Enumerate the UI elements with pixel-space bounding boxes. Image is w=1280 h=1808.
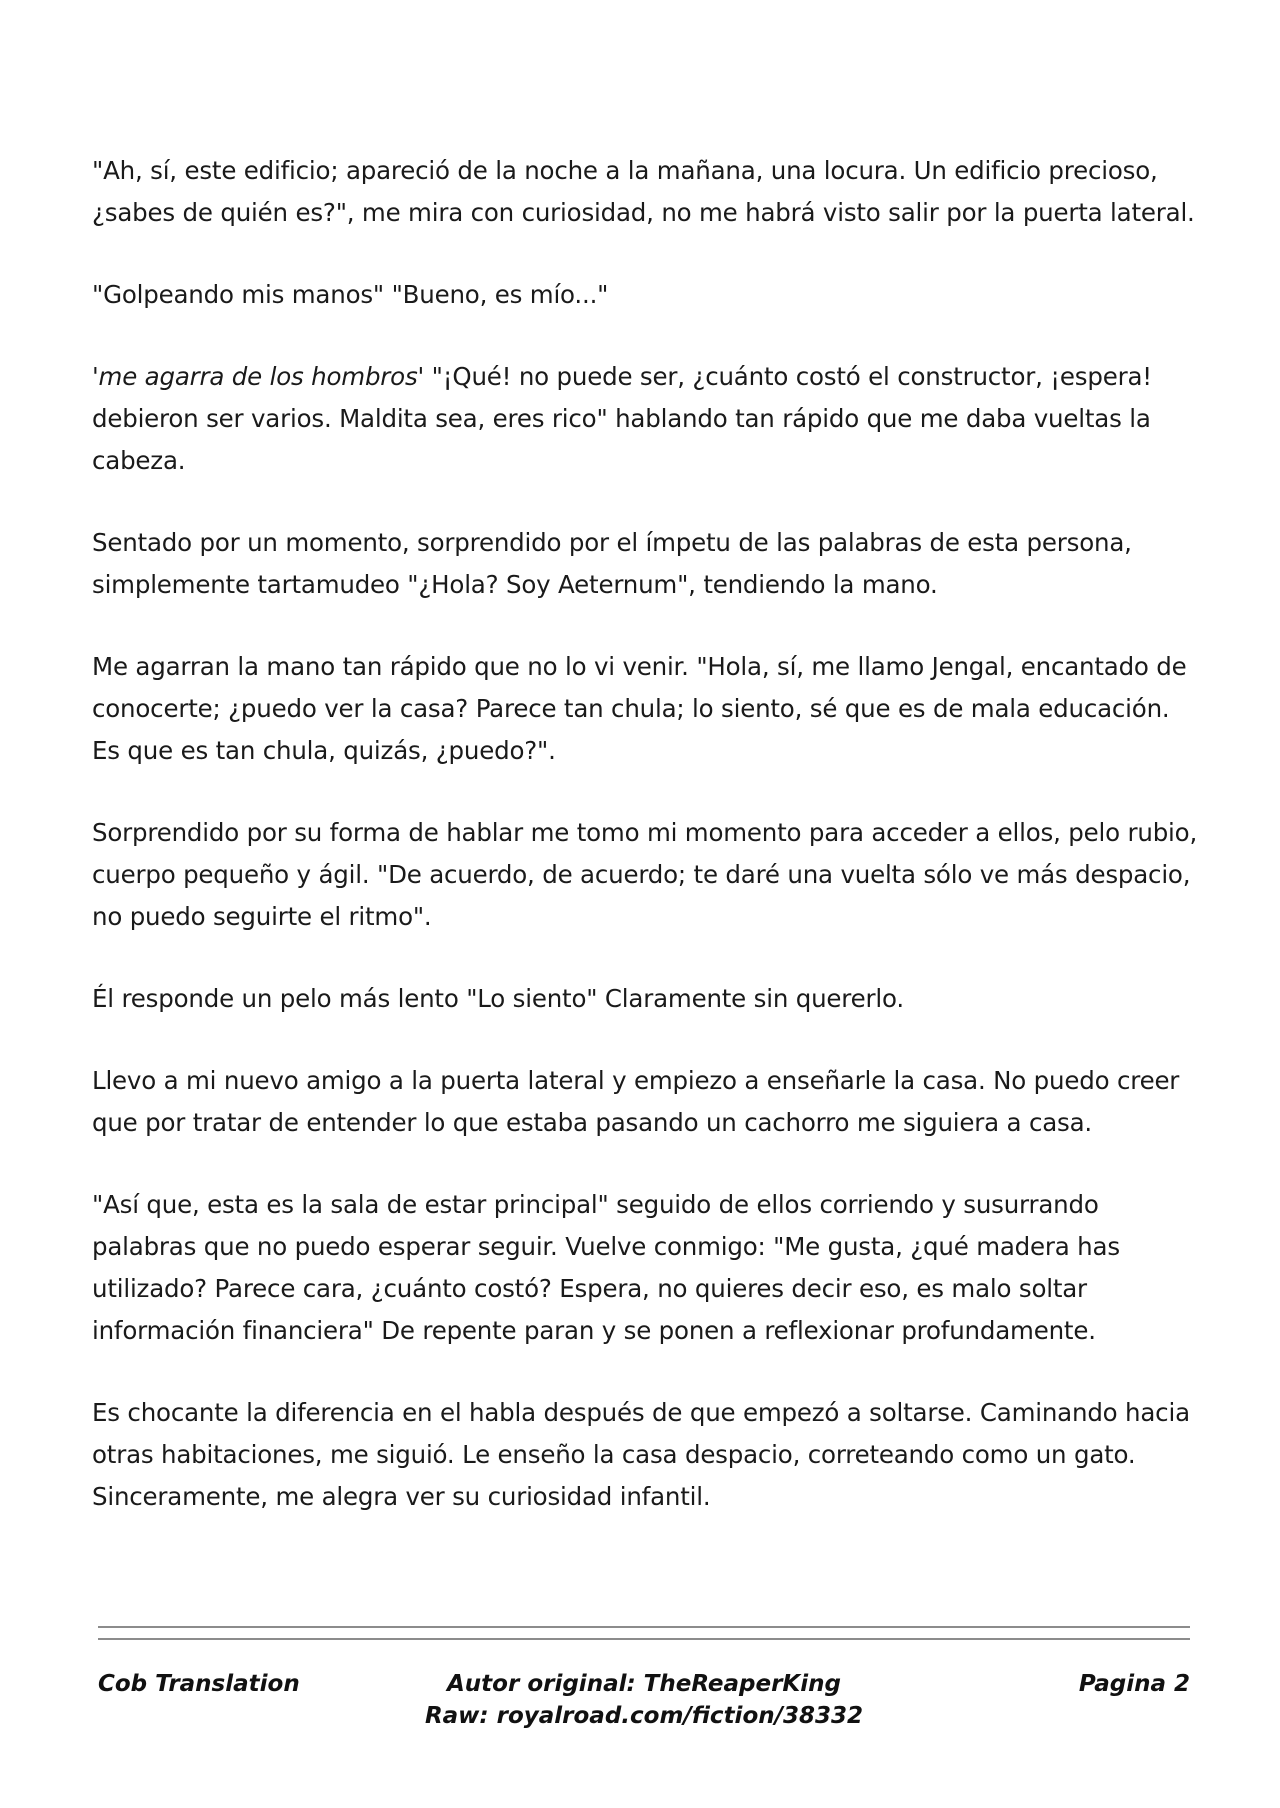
italic-quote-close: ' (417, 362, 425, 391)
footer-credits (98, 1668, 1190, 1732)
footer-page-number: Pagina 2 (1078, 1671, 1190, 1697)
paragraph-3-text: "¡Qué! no puede ser, ¿cuánto costó el constructor, ¡espera! debieron ser varios. Maldita sea, eres rico" hablando tan rápido que me daba vueltas la cabeza. (92, 362, 1152, 475)
paragraph-10: Es chocante la diferencia en el habla después de que empezó a soltarse. Caminando hacia otras habitaciones, me siguió. Le enseño la casa despacio, correteando como un gato. Sinceramente, me alegra ver su curiosidad infantil. (92, 1398, 1190, 1511)
paragraph-6: Sorprendido por su forma de hablar me tomo mi momento para acceder a ellos, pelo rubio, cuerpo pequeño y ágil. "De acuerdo, de acuerdo; te daré una vuelta sólo ve más despacio, no puedo seguirte el ritmo". (92, 818, 1198, 931)
paragraph-2: "Golpeando mis manos" "Bueno, es mío..." (92, 280, 609, 309)
document-body (92, 150, 1202, 1558)
footer-divider-top (98, 1626, 1190, 1628)
paragraph-9: "Así que, esta es la sala de estar principal" seguido de ellos corriendo y susurrando palabras que no puedo esperar seguir. Vuelve conmigo: "Me gusta, ¿qué madera has utilizado? Parece cara, ¿cuánto costó? Espera, no quieres decir eso, es malo soltar información financiera" De repente paran y se ponen a reflexionar profundamente. (92, 1190, 1120, 1345)
footer-raw-source: Raw: royalroad.com/fiction/38332 (424, 1703, 864, 1729)
paragraph-3 (92, 356, 1202, 482)
paragraph-1: "Ah, sí, este edificio; apareció de la noche a la mañana, una locura. Un edificio precioso, ¿sabes de quién es?", me mira con curiosidad, no me habrá visto salir por la puerta lateral. (92, 156, 1195, 227)
italic-action: me agarra de los hombros (98, 362, 418, 391)
paragraph-4: Sentado por un momento, sorprendido por el ímpetu de las palabras de esta persona, simplemente tartamudeo "¿Hola? Soy Aeternum", tendiendo la mano. (92, 528, 1132, 599)
paragraph-7: Él responde un pelo más lento "Lo siento" Claramente sin quererlo. (92, 984, 904, 1013)
italic-quote-open: ' (92, 362, 99, 391)
paragraph-5: Me agarran la mano tan rápido que no lo vi venir. "Hola, sí, me llamo Jengal, encantado de conocerte; ¿puedo ver la casa? Parece tan chula; lo siento, sé que es de mala educación. Es que es tan chula, quizás, ¿puedo?". (92, 652, 1187, 765)
footer-divider-bottom (98, 1638, 1190, 1640)
paragraph-8: Llevo a mi nuevo amigo a la puerta lateral y empiezo a enseñarle la casa. No puedo creer que por tratar de entender lo que estaba pasando un cachorro me siguiera a casa. (92, 1066, 1180, 1137)
footer-original-author: Autor original: TheReaperKing (447, 1671, 841, 1697)
footer-translator: Cob Translation (98, 1671, 300, 1697)
